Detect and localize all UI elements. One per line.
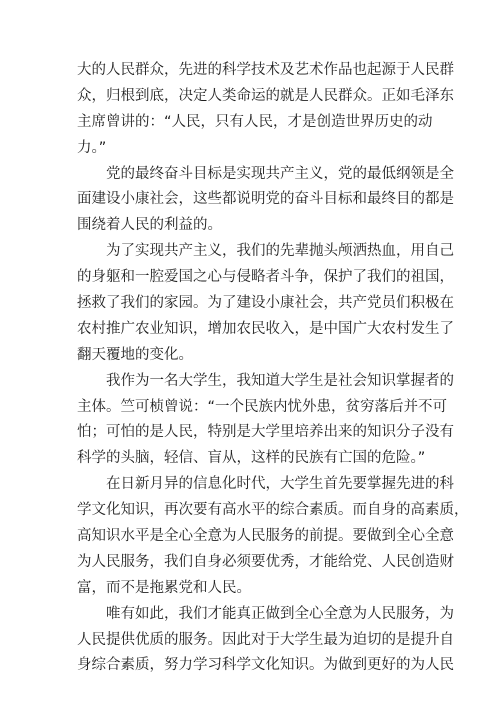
text-line: 富，而不是拖累党和人民。 <box>77 579 251 596</box>
text-line: 拯救了我们的家园。为了建设小康社会，共产党员们积极在 <box>77 295 454 312</box>
text-line: 围绕着人民的利益的。 <box>77 217 222 234</box>
text-line: 唯有如此，我们才能真正做到全心全意为人民服务，为 <box>77 605 454 622</box>
text-line: 为人民服务，我们自身必须要优秀，才能给党、人民创造财 <box>77 553 454 570</box>
text-line: 农村推广农业知识，增加农民收入，是中国广大农村发生了 <box>77 320 454 337</box>
text-line: 科学的头脑，轻信、盲从，这样的民族有亡国的危险。” <box>77 450 426 467</box>
text-line: 大的人民群众，先进的科学技术及艺术作品也起源于人民群 <box>77 62 454 78</box>
text-line: 在日新月异的信息化时代，大学生首先要掌握先进的科 <box>77 476 454 493</box>
text-line: 党的最终奋斗目标是实现共产主义，党的最低纲领是全 <box>77 165 454 182</box>
text-line: 力。” <box>77 139 107 156</box>
text-line: 主体。竺可桢曾说：“一个民族内忧外患，贫穷落后并不可 <box>77 398 448 415</box>
text-line: 身综合素质，努力学习科学文化知识。为做到更好的为人民 <box>77 657 454 674</box>
text-line: 众，归根到底，决定人类命运的就是人民群众。正如毛泽东 <box>77 87 454 104</box>
text-line: 人民提供优质的服务。因此对于大学生最为迫切的是提升自 <box>77 631 454 648</box>
text-line: 主席曾讲的：“人民，只有人民，才是创造世界历史的动 <box>77 113 433 130</box>
text-line: 的身躯和一腔爱国之心与侵略者斗争，保护了我们的祖国， <box>77 269 454 286</box>
text-line: 学文化知识，再次要有高水平的综合素质。而自身的高素质， <box>77 502 469 519</box>
text-line: 怕；可怕的是人民，特别是大学里培养出来的知识分子没有 <box>77 424 454 441</box>
text-line: 面建设小康社会，这些都说明党的奋斗目标和最终目的都是 <box>77 191 454 208</box>
body-text <box>77 58 469 679</box>
text-line: 我作为一名大学生，我知道大学生是社会知识掌握者的 <box>77 372 454 389</box>
text-line: 为了实现共产主义，我们的先辈抛头颅洒热血，用自己 <box>77 243 454 260</box>
text-line: 翻天覆地的变化。 <box>77 346 193 363</box>
text-line: 高知识水平是全心全意为人民服务的前提。要做到全心全意 <box>77 528 454 545</box>
